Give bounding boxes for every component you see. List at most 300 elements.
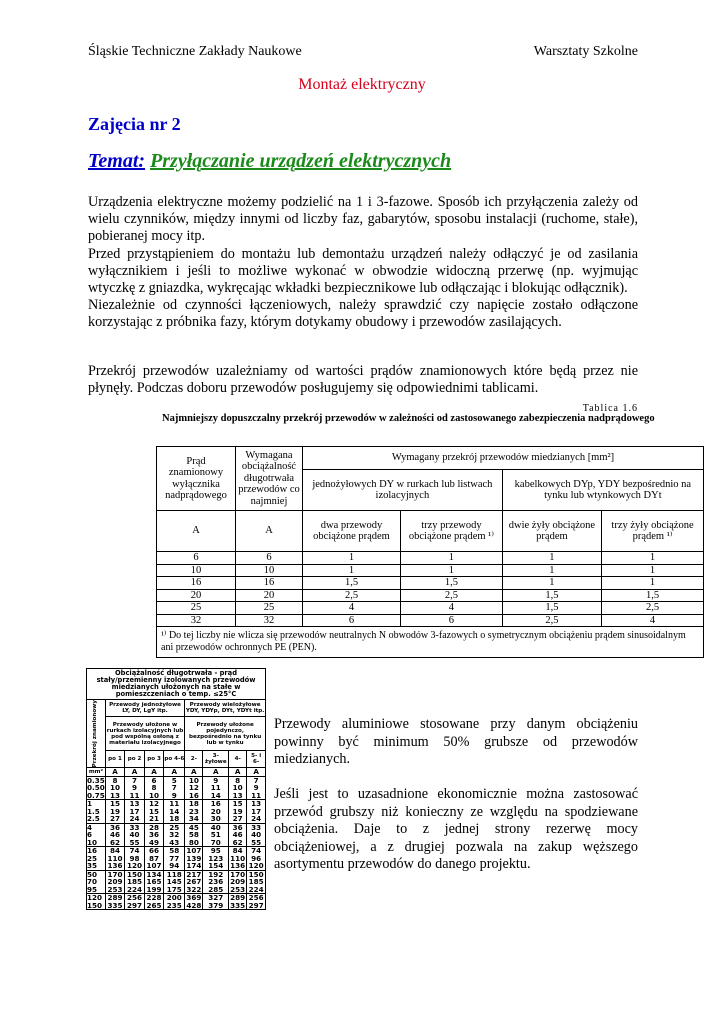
- value-cell: [185, 894, 203, 910]
- unit: A: [164, 768, 185, 776]
- header-ampacity: Wymagana obciążalność długotrwała przewodów co najmniej: [236, 447, 303, 511]
- size-value: 150: [87, 900, 103, 910]
- ampacity-value: 96: [251, 853, 262, 863]
- ampacity-value: 36: [149, 830, 160, 840]
- ampacity-body: [87, 776, 266, 910]
- ampacity-value: 265: [146, 900, 162, 910]
- ampacity-value: 369: [186, 893, 202, 903]
- ampacity-value: 45: [188, 822, 199, 832]
- size-value: 0.75: [87, 790, 105, 800]
- table-row: [157, 602, 704, 615]
- cell: 32: [157, 614, 236, 627]
- cell: 2,5: [502, 614, 601, 627]
- value-cell: [185, 847, 203, 871]
- table-row: [157, 577, 704, 590]
- ampacity-value: 16: [210, 799, 221, 809]
- ampacity-value: 236: [208, 877, 224, 887]
- unit: A: [229, 768, 247, 776]
- cell: 4: [401, 602, 503, 615]
- ampacity-value: 379: [208, 900, 224, 910]
- ampacity-value: 322: [186, 884, 202, 894]
- unit-amps: A: [236, 511, 303, 552]
- ampacity-value: 165: [146, 877, 162, 887]
- ampacity-value: 74: [129, 846, 140, 856]
- cell: 1: [401, 564, 503, 577]
- cell: 4: [303, 602, 401, 615]
- ampacity-value: 10: [232, 783, 243, 793]
- cross-section-text: Przekrój znamionowy: [92, 700, 99, 768]
- value-cell: [203, 776, 229, 800]
- ampacity-value: 62: [109, 837, 120, 847]
- header-multi-core-group: kabelkowych DYp, YDY bezpośrednio na tynku lub wtynkowych DYt: [502, 470, 703, 511]
- ampacity-value: 36: [109, 822, 120, 832]
- ampacity-value: 24: [251, 814, 262, 824]
- size-cell: [87, 870, 106, 894]
- value-cell: [144, 847, 164, 871]
- unit: A: [105, 768, 125, 776]
- value-cell: [144, 894, 164, 910]
- ampacity-value: 62: [232, 837, 243, 847]
- ampacity-value: 13: [109, 790, 120, 800]
- ampacity-value: 40: [251, 830, 262, 840]
- ampacity-value: 10: [109, 783, 120, 793]
- unit-mm2: mm²: [87, 768, 106, 776]
- cell: 10: [157, 564, 236, 577]
- value-cell: [144, 800, 164, 824]
- ampacity-value: 30: [210, 814, 221, 824]
- ampacity-value: 55: [129, 837, 140, 847]
- table-row: [157, 589, 704, 602]
- ampacity-value: 14: [210, 790, 221, 800]
- size-cell: [87, 894, 106, 910]
- size-value: 120: [87, 893, 103, 903]
- ampacity-value: 185: [248, 877, 264, 887]
- cell: 1: [502, 552, 601, 565]
- ampacity-value: 77: [169, 853, 180, 863]
- cell: 20: [157, 589, 236, 602]
- size-cell: [87, 823, 106, 847]
- ampacity-value: 8: [112, 775, 118, 785]
- ampacity-value: 120: [127, 861, 143, 871]
- ampacity-value: 10: [188, 775, 199, 785]
- ampacity-value: 13: [251, 799, 262, 809]
- ampacity-value: 110: [230, 853, 246, 863]
- in-conduit-header: Przewody ułożone w rurkach izolacyjnych lub pod wspólną osłoną z materiału izolacyjnego: [105, 717, 185, 751]
- value-cell: [125, 894, 145, 910]
- ampacity-value: 9: [253, 783, 259, 793]
- size-value: 95: [87, 884, 98, 894]
- ampacity-value: 18: [169, 814, 180, 824]
- value-cell: [185, 776, 203, 800]
- col-header-text: 3-: [212, 753, 219, 760]
- size-cell: [87, 847, 106, 871]
- cell: 6: [401, 614, 503, 627]
- topic-value: Przyłączanie urządzeń elektrycznych: [150, 150, 452, 172]
- value-cell: [203, 847, 229, 871]
- cell: 16: [157, 577, 236, 590]
- ampacity-value: 224: [127, 884, 143, 894]
- paragraph-economics: Jeśli jest to uzasadnione ekonomicznie można zastosować przewód grubszy niż konieczny ze względu na spodziewane obciążenia. Daje to z jednej strony rezerwę mocy obciążeniowej, a z drugiej pozwala na zakup węższego asortymentu przewodów do danego projektu.: [274, 786, 638, 872]
- value-cell: [164, 870, 185, 894]
- table-footnote: ¹⁾ Do tej liczby nie wlicza się przewodów neutralnych N obwodów 3-fazowych o symetrycznym obciążeniu prądem sinusoidalnym ani przewodów ochronnych PE (PEN).: [157, 627, 704, 658]
- value-cell: [164, 823, 185, 847]
- header-three-cores: trzy żyły obciążone prądem ¹⁾: [602, 511, 704, 552]
- ampacity-value: 12: [188, 783, 199, 793]
- ampacity-value: 9: [132, 783, 138, 793]
- ampacity-value: 15: [149, 806, 160, 816]
- on-plaster-header: Przewody ułożone pojedynczo, bezpośrednio na tynku lub w tynku: [185, 717, 266, 751]
- ampacity-value: 9: [213, 775, 219, 785]
- ampacity-value: 46: [232, 830, 243, 840]
- ampacity-value: 11: [129, 790, 140, 800]
- value-cell: [105, 800, 125, 824]
- value-cell: [247, 870, 266, 894]
- ampacity-value: 217: [186, 869, 202, 879]
- ampacity-value: 170: [107, 869, 123, 879]
- cell: 25: [236, 602, 303, 615]
- ampacity-value: 118: [166, 869, 182, 879]
- header-two-wires: dwa przewody obciążone prądem: [303, 511, 401, 552]
- ampacity-value: 192: [208, 869, 224, 879]
- header-rated-current: Prąd znamionowy wyłącznika nadprądowego: [157, 447, 236, 511]
- ampacity-value: 43: [169, 837, 180, 847]
- ampacity-value: 256: [248, 893, 264, 903]
- value-cell: [185, 800, 203, 824]
- cell: 1: [303, 564, 401, 577]
- value-cell: [105, 776, 125, 800]
- col-header: po 2: [125, 750, 145, 767]
- ampacity-value: 12: [149, 799, 160, 809]
- ampacity-value: 16: [188, 790, 199, 800]
- unit: A: [125, 768, 145, 776]
- ampacity-value: 24: [129, 814, 140, 824]
- ampacity-value: 228: [146, 893, 162, 903]
- ampacity-value: 175: [166, 884, 182, 894]
- ampacity-value: 107: [186, 846, 202, 856]
- size-value: 1.5: [87, 806, 100, 816]
- multi-core-header: Przewody wielożyłowe YDY, YDYp, DYt, YDYt itp.: [185, 700, 266, 717]
- paragraph-phases: Urządzenia elektryczne możemy podzielić na 1 i 3-fazowe. Sposób ich przyłączenia zależy od wielu czynników, między innymi od liczby faz, gabarytów, sposobu instalacji (ruchome, stałe), pobieranej mocy itp.: [88, 194, 638, 245]
- ampacity-value: 185: [127, 877, 143, 887]
- cross-section-label: [87, 700, 106, 768]
- ampacity-value: 84: [232, 846, 243, 856]
- ampacity-value: 7: [132, 775, 138, 785]
- cell: 1,5: [502, 589, 601, 602]
- col-header: po 1: [105, 750, 125, 767]
- value-cell: [105, 847, 125, 871]
- col-header: po 4-6: [164, 750, 185, 767]
- ampacity-value: 9: [171, 790, 177, 800]
- subject-title: Montaż elektryczny: [298, 76, 426, 93]
- table-row: [157, 552, 704, 565]
- ampacity-value: 200: [166, 893, 182, 903]
- paragraph-disconnect: Przed przystąpieniem do montażu lub demontażu urządzeń należy odłączyć je od zasilania wyłącznikiem i jeśli to możliwe wykonać w obwodzie widoczną przerwę (np. wyjmując wtyczkę z gniazdka, wykręcając wkładki bezpiecznikowe lub odłączając i blokując odłącznik).: [88, 245, 638, 297]
- ampacity-value: 84: [109, 846, 120, 856]
- cell: 16: [236, 577, 303, 590]
- cell: 2,5: [303, 589, 401, 602]
- cores-label: żyłowe: [204, 759, 227, 766]
- cell: 6: [236, 552, 303, 565]
- lesson-heading: Zajęcia nr 2: [88, 114, 181, 134]
- ampacity-value: 8: [235, 775, 241, 785]
- ampacity-value: 139: [186, 853, 202, 863]
- size-value: 10: [87, 837, 98, 847]
- ampacity-value: 19: [232, 806, 243, 816]
- ampacity-value: 120: [248, 861, 264, 871]
- cell: 6: [157, 552, 236, 565]
- ampacity-value: 297: [248, 900, 264, 910]
- ampacity-value: 209: [107, 877, 123, 887]
- table-row: [87, 847, 266, 871]
- col-header: [185, 750, 203, 767]
- unit: A: [185, 768, 203, 776]
- value-cell: [164, 776, 185, 800]
- cell: 2,5: [401, 589, 503, 602]
- ampacity-value: 150: [248, 869, 264, 879]
- ampacity-value: 289: [230, 893, 246, 903]
- unit-amps: A: [157, 511, 236, 552]
- ampacity-value: 110: [107, 853, 123, 863]
- cell: 1,5: [303, 577, 401, 590]
- value-cell: [144, 870, 164, 894]
- ampacity-value: 13: [232, 790, 243, 800]
- cell: 1: [303, 552, 401, 565]
- ampacity-value: 327: [208, 893, 224, 903]
- size-value: 16: [87, 846, 98, 856]
- intro-paragraphs: [88, 194, 638, 332]
- ampacity-value: 15: [109, 799, 120, 809]
- value-cell: [164, 894, 185, 910]
- cell: 20: [236, 589, 303, 602]
- value-cell: [229, 800, 247, 824]
- header-three-wires: trzy przewody obciążone prądem ¹⁾: [401, 511, 503, 552]
- table-row: [157, 614, 704, 627]
- table-title: Najmniejszy dopuszczalny przekrój przewodów w zależności od zastosowanego zabezpieczenia nadprądowego: [162, 413, 655, 424]
- ampacity-value: 154: [208, 861, 224, 871]
- ampacity-value: 150: [127, 869, 143, 879]
- value-cell: [247, 894, 266, 910]
- value-cell: [247, 776, 266, 800]
- ampacity-value: 40: [210, 822, 221, 832]
- ampacity-value: 134: [146, 869, 162, 879]
- value-cell: [185, 823, 203, 847]
- ampacity-value: 94: [169, 861, 180, 871]
- size-value: 4: [87, 822, 93, 832]
- size-value: 0.50: [87, 783, 105, 793]
- ampacity-value: 6: [151, 775, 157, 785]
- ampacity-value: 123: [208, 853, 224, 863]
- table-row: [87, 894, 266, 910]
- cell: 1,5: [401, 577, 503, 590]
- unit: A: [144, 768, 164, 776]
- ampacity-value: 285: [208, 884, 224, 894]
- ampacity-value: 33: [251, 822, 262, 832]
- ampacity-value: 335: [230, 900, 246, 910]
- ampacity-value: 51: [210, 830, 221, 840]
- value-cell: [125, 800, 145, 824]
- ampacity-value: 23: [188, 806, 199, 816]
- col-header: po 3: [144, 750, 164, 767]
- col-header: 5- i 6-: [247, 750, 266, 767]
- ampacity-value: 11: [169, 799, 180, 809]
- ampacity-value: 27: [109, 814, 120, 824]
- ampacity-value: 18: [188, 799, 199, 809]
- ampacity-value: 98: [129, 853, 140, 863]
- ampacity-value: 28: [149, 822, 160, 832]
- ampacity-value: 10: [149, 790, 160, 800]
- value-cell: [105, 823, 125, 847]
- size-value: 6: [87, 830, 93, 840]
- value-cell: [229, 776, 247, 800]
- single-core-header: Przewody jednożyłowe LY, DY, LgY itp.: [105, 700, 185, 717]
- ampacity-value: 235: [166, 900, 182, 910]
- cell: 1: [502, 564, 601, 577]
- ampacity-value: 8: [151, 783, 157, 793]
- ampacity-value: 253: [230, 884, 246, 894]
- cell: 10: [236, 564, 303, 577]
- ampacity-value: 49: [149, 837, 160, 847]
- ampacity-value: 20: [210, 806, 221, 816]
- ampacity-value: 34: [188, 814, 199, 824]
- ampacity-value: 136: [230, 861, 246, 871]
- cell: 25: [157, 602, 236, 615]
- ampacity-value: 335: [107, 900, 123, 910]
- ampacity-value: 70: [210, 837, 221, 847]
- ampacity-value: 25: [169, 822, 180, 832]
- value-cell: [229, 894, 247, 910]
- ampacity-value: 145: [166, 877, 182, 887]
- cell: 1: [602, 577, 704, 590]
- header-two-cores: dwie żyły obciążone prądem: [502, 511, 601, 552]
- cell: 1: [602, 552, 704, 565]
- col-header-text: 2-: [190, 756, 197, 763]
- ampacity-value: 17: [129, 806, 140, 816]
- ampacity-value: 36: [232, 822, 243, 832]
- ampacity-value: 40: [129, 830, 140, 840]
- ampacity-value: 289: [107, 893, 123, 903]
- value-cell: [144, 823, 164, 847]
- value-cell: [203, 800, 229, 824]
- ampacity-value: 33: [129, 822, 140, 832]
- value-cell: [229, 870, 247, 894]
- value-cell: [203, 894, 229, 910]
- header-required-cross-section: Wymagany przekrój przewodów miedzianych [mm²]: [303, 447, 704, 470]
- ampacity-value: 58: [169, 846, 180, 856]
- value-cell: [229, 847, 247, 871]
- cell: 4: [602, 614, 704, 627]
- ampacity-value: 95: [210, 846, 221, 856]
- ampacity-value: 253: [107, 884, 123, 894]
- value-cell: [125, 776, 145, 800]
- ampacity-value: 74: [251, 846, 262, 856]
- cell: 1: [502, 577, 601, 590]
- ampacity-value: 5: [171, 775, 177, 785]
- col-header: 4-: [229, 750, 247, 767]
- table-row: [87, 800, 266, 824]
- header-school: Śląskie Techniczne Zakłady Naukowe: [88, 44, 302, 59]
- header-workshop: Warsztaty Szkolne: [533, 44, 638, 59]
- size-value: 1: [87, 799, 93, 809]
- ampacity-value: 170: [230, 869, 246, 879]
- value-cell: [185, 870, 203, 894]
- ampacity-value: 224: [248, 884, 264, 894]
- paragraph-aluminium: Przewody aluminiowe stosowane przy danym obciążeniu powinny być minimum 50% grubsze od przewodów miedzianych.: [274, 716, 638, 767]
- cell: 1: [602, 564, 704, 577]
- ampacity-value: 136: [107, 861, 123, 871]
- table-row: [87, 870, 266, 894]
- ampacity-value: 267: [186, 877, 202, 887]
- ampacity-value: 32: [169, 830, 180, 840]
- value-cell: [105, 870, 125, 894]
- size-value: 0.35: [87, 775, 105, 785]
- size-value: 50: [87, 869, 98, 879]
- ampacity-value: 7: [253, 775, 259, 785]
- table-row: [87, 823, 266, 847]
- value-cell: [125, 823, 145, 847]
- ampacity-value: 27: [232, 814, 243, 824]
- table-number: Tablica 1.6: [582, 403, 638, 414]
- header-single-core-group: jednożyłowych DY w rurkach lub listwach izolacyjnych: [303, 470, 503, 511]
- size-value: 35: [87, 861, 98, 871]
- value-cell: [247, 823, 266, 847]
- size-value: 25: [87, 853, 98, 863]
- ampacity-value: 13: [129, 799, 140, 809]
- paragraph-voltage-check: Niezależnie od czynności łączeniowych, należy sprawdzić czy napięcie zostało odłączone korzystając z próbnika fazy, którym dotykamy obudowy i przewodów zasilających.: [88, 297, 638, 331]
- ampacity-value: 7: [171, 783, 177, 793]
- ampacity-value: 17: [251, 806, 262, 816]
- ampacity-value: 107: [146, 861, 162, 871]
- ampacity-value: 87: [149, 853, 160, 863]
- ampacity-title: Obciążalność długotrwała - prąd stały/przemienny izolowanych przewodów miedzianych ułożonych na stałe w pomieszczeniach o temp. ≤25°C: [87, 669, 266, 700]
- size-cell: [87, 800, 106, 824]
- topic-heading: [88, 150, 451, 173]
- ampacity-value: 11: [210, 783, 221, 793]
- topic-label: Temat:: [88, 150, 146, 172]
- ampacity-value: 66: [149, 846, 160, 856]
- ampacity-value: 80: [188, 837, 199, 847]
- value-cell: [125, 847, 145, 871]
- cell: 1,5: [602, 589, 704, 602]
- ampacity-value: 58: [188, 830, 199, 840]
- ampacity-value: 55: [251, 837, 262, 847]
- value-cell: [203, 870, 229, 894]
- value-cell: [105, 894, 125, 910]
- cell: 2,5: [602, 602, 704, 615]
- cell: 1,5: [502, 602, 601, 615]
- ampacity-table: [86, 668, 266, 910]
- value-cell: [144, 776, 164, 800]
- size-value: 2.5: [87, 814, 100, 824]
- ampacity-value: 21: [149, 814, 160, 824]
- size-value: 70: [87, 877, 98, 887]
- value-cell: [247, 800, 266, 824]
- ampacity-value: 428: [186, 900, 202, 910]
- paragraph-cross-section: Przekrój przewodów uzależniamy od wartości prądów znamionowych które będą przez nie płynęły. Podczas doboru przewodów posługujemy się odpowiednimi tablicami.: [88, 363, 638, 397]
- ampacity-value: 297: [127, 900, 143, 910]
- value-cell: [247, 847, 266, 871]
- cell: 32: [236, 614, 303, 627]
- table-row: [87, 776, 266, 800]
- min-cross-section-table: [156, 446, 704, 658]
- ampacity-value: 256: [127, 893, 143, 903]
- value-cell: [203, 823, 229, 847]
- ampacity-value: 15: [232, 799, 243, 809]
- ampacity-value: 19: [109, 806, 120, 816]
- value-cell: [229, 823, 247, 847]
- col-header: [203, 750, 229, 767]
- ampacity-value: 14: [169, 806, 180, 816]
- cell: 1: [401, 552, 503, 565]
